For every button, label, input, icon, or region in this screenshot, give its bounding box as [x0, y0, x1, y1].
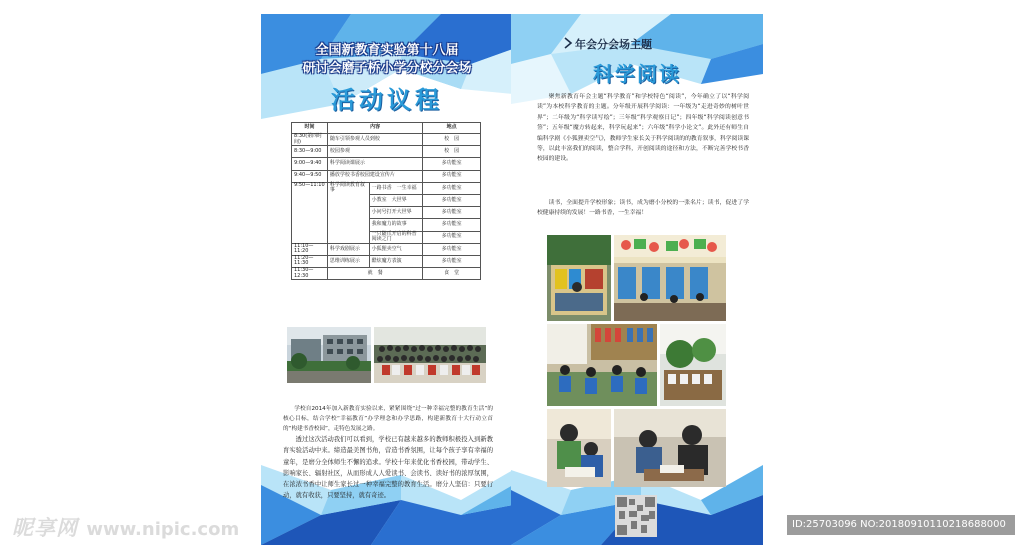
school-building-photo — [287, 327, 371, 383]
row-place: 多功能室 — [423, 255, 481, 267]
row-place: 多功能室 — [423, 182, 481, 194]
row-content: 小狐狸卖空气 — [369, 243, 423, 255]
row-time: 11:10—11:20 — [292, 243, 328, 255]
theme-heading: 科学阅读 — [593, 62, 681, 86]
reading-corner-photo — [547, 235, 611, 321]
table-row — [292, 158, 481, 170]
row-time: 9:00—9:40 — [292, 158, 328, 170]
row-content: 小教室 大世界 — [369, 194, 423, 206]
table-row — [292, 182, 481, 194]
closing-paragraph: 读书，全面提升学校形象；读书，成为磨小分校的一张名片；读书，促进了学校健康持续的发展！一路书香，一生幸福！ — [537, 200, 749, 217]
table-row — [292, 134, 481, 146]
header-content: 内容 — [327, 123, 422, 134]
image-id-bar: ID:25703096 NO:20180910110218688000 — [787, 515, 1015, 535]
row-content: 播放学校书香校园建设宣传片 — [327, 170, 422, 182]
table-row — [292, 170, 481, 182]
site-watermark — [12, 512, 239, 542]
row-content: 酷炫魔方表演 — [369, 255, 423, 267]
parent-child-reading-photo — [547, 409, 611, 487]
row-place: 多功能室 — [423, 231, 481, 243]
row-place: 食 堂 — [423, 268, 481, 280]
summary-paragraph: 透过这次活动我们可以看到，学校已有越来越多的教师积极投入到新教育实验活动中来。缔造最美图书角，营造书香氛围，让每个孩子享有幸福的童年，是磨分全体师生不懈的追求。学校十年来优化书香校园，带动学生、影响家长、辐射社区，从而形成人人爱读书、会读书、读好书的浓厚氛围，在浓浓书香中让师生家长过一种幸福完整的教育生活。磨分人坚信：只要行动，就有收获，只要坚持，就有奇迹。 — [283, 436, 493, 500]
left-page — [261, 14, 513, 545]
row-place: 多功能室 — [423, 219, 481, 231]
right-page — [511, 14, 763, 545]
table-row — [292, 146, 481, 158]
classroom-library-photo — [614, 235, 726, 321]
teacher-student-photo — [614, 409, 726, 487]
row-content: 一只随爪开启的科普阅读之门 — [369, 231, 423, 243]
event-title-line2: 研讨会磨子桥小学分校分会场 — [302, 61, 472, 76]
row-place: 多功能室 — [423, 194, 481, 206]
group-photo — [374, 327, 486, 383]
group-time: 9:50—11:10 — [292, 182, 328, 243]
header-place: 地点 — [423, 123, 481, 134]
row-time: 11:30—12:30 — [292, 268, 328, 280]
group-label: 科学阅读教育叙事 — [327, 182, 369, 243]
row-time: 9:40—9:50 — [292, 170, 328, 182]
watermark-brand: 昵享网 — [12, 516, 78, 540]
table-row — [292, 243, 481, 255]
agenda-table — [291, 122, 481, 280]
row-category: 科学戏剧展示 — [327, 243, 369, 255]
row-time: 11:20—11:30 — [292, 255, 328, 267]
table-header-row — [292, 123, 481, 134]
row-content: 随车引领参观人员到校 — [327, 134, 422, 146]
row-place: 校 园 — [423, 134, 481, 146]
row-content: 我和魔力的故事 — [369, 219, 423, 231]
row-time: 8:30(第四时间) — [292, 134, 328, 146]
theme-paragraph: 聚焦新教育年会主题“科学教育”和学校特色“阅读”，今年确立了以“科学阅读”为本校科学教育的主题。分年级开展科学阅读：一年级为“走进奇妙的树叶世界”；二年级为“科学读写绘”；三年级“科学观察日记”；四年级“科学阅读创意书签”；五年级“魔方转起来，科学玩起来”；六年级“科学小论文”。此外还有师生自编科学剧《小狐狸卖空气》，教师学生家长关于科学阅读的的教育叙事，科学阅读课等，以此丰富我们的阅读，整合学科，开创阅读的途径和方法，不断完善学校书香校园的建设。 — [537, 94, 749, 163]
students-reading-photo — [547, 324, 657, 406]
row-place: 多功能室 — [423, 207, 481, 219]
row-content: 校园参观 — [327, 146, 422, 158]
section-subtitle: 年会分会场主题 — [575, 38, 652, 51]
row-time: 8:30—9:00 — [292, 146, 328, 158]
event-title-line1: 全国新教育实验第十八届 — [315, 43, 459, 58]
row-category: 思维训练展示 — [327, 255, 369, 267]
row-content: 小问号打开大世界 — [369, 207, 423, 219]
row-content: 科学阅读课展示 — [327, 158, 422, 170]
table-row — [292, 268, 481, 280]
qr-code[interactable] — [615, 495, 657, 537]
row-content: 一路书香 一生幸福 — [369, 182, 423, 194]
table-row — [292, 255, 481, 267]
intro-paragraph: 学校自2014年加入新教育实验以来，紧紧围绕“过一种幸福完整的教育生活”的核心目标，结合学校“幸福教育”办学理念和办学思路，构建新教育十大行动立首的“构建书香校园”，走特色发展之路。 — [283, 406, 493, 432]
row-place: 多功能室 — [423, 170, 481, 182]
row-place: 多功能室 — [423, 243, 481, 255]
watermark-url: www.nipic.com — [86, 519, 240, 540]
row-place: 多功能室 — [423, 158, 481, 170]
row-place: 校 园 — [423, 146, 481, 158]
row-content: 就 餐 — [327, 268, 422, 280]
header-time: 时间 — [292, 123, 328, 134]
plant-shelf-photo — [660, 324, 726, 406]
chevron-right-icon — [563, 36, 573, 50]
agenda-heading: 活动议程 — [331, 86, 443, 114]
